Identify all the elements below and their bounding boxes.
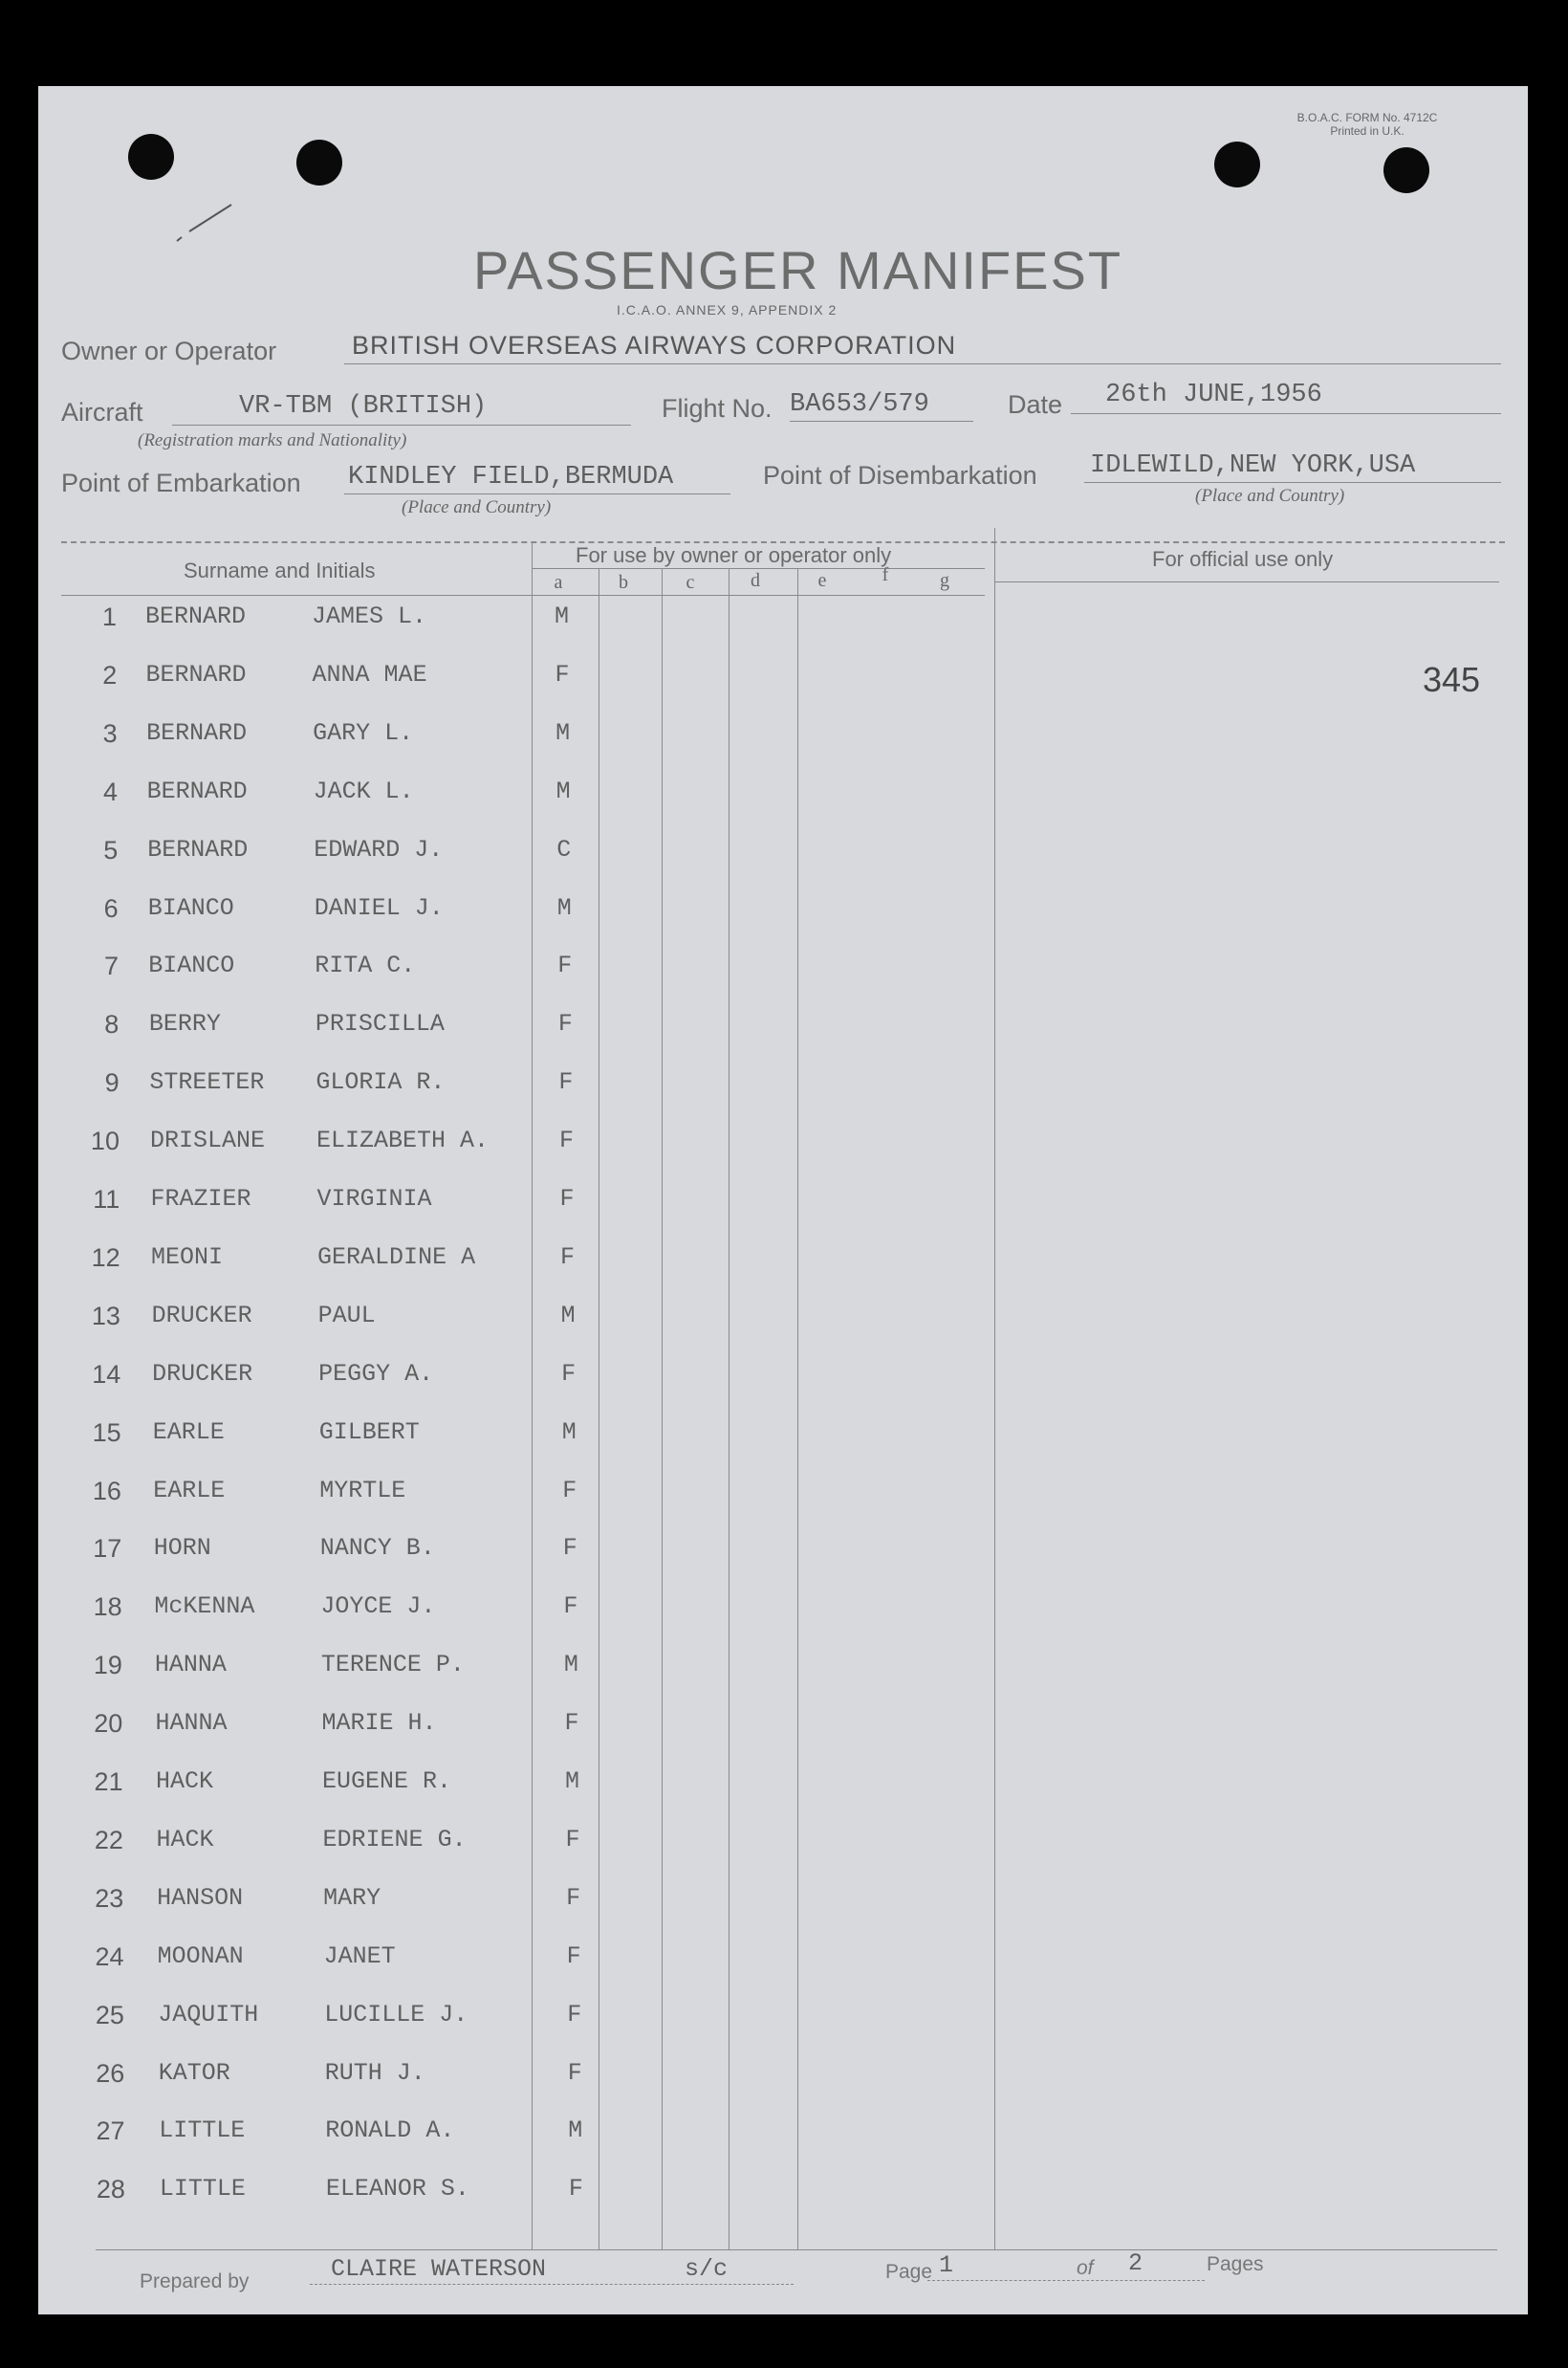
row-number: 25 (95, 2000, 124, 2029)
table-row (38, 2175, 1528, 2232)
passenger-surname: JAQUITH (158, 2000, 259, 2028)
passenger-surname: EARLE (152, 1417, 225, 1446)
row-number: 12 (91, 1242, 120, 1272)
page-label: Page (885, 2261, 933, 2283)
punch-hole-left-1 (128, 134, 174, 180)
table-row (38, 952, 1528, 1009)
passenger-category: M (556, 893, 572, 922)
passenger-surname: HANNA (154, 1651, 227, 1679)
row-number: 20 (94, 1709, 123, 1739)
passenger-surname: MEONI (151, 1242, 224, 1271)
punch-hole-left-2 (296, 140, 342, 186)
row-number: 13 (91, 1301, 120, 1330)
flight-value: BA653/579 (790, 390, 929, 419)
passenger-surname: BERNARD (146, 718, 248, 747)
table-row (38, 1127, 1528, 1184)
passenger-surname: BERRY (148, 1010, 221, 1039)
passenger-given-name: LUCILLE J. (324, 2000, 468, 2028)
passenger-category: F (555, 660, 570, 689)
official-use-header: For official use only (1152, 547, 1334, 571)
passenger-category: M (555, 718, 571, 747)
passenger-given-name: RUTH J. (324, 2058, 425, 2087)
date-label: Date (1008, 390, 1063, 419)
col-g-header: g (940, 570, 949, 591)
passenger-given-name: JANET (323, 1941, 396, 1970)
table-row (38, 2116, 1528, 2174)
table-row (38, 661, 1528, 718)
passenger-given-name: PRISCILLA (315, 1010, 445, 1039)
passenger-surname: HACK (156, 1767, 214, 1795)
embarkation-value: KINDLEY FIELD,BERMUDA (348, 463, 674, 492)
passenger-category: F (568, 2175, 583, 2204)
passenger-category: M (568, 2116, 583, 2145)
passenger-category: F (562, 1534, 577, 1563)
row-number: 27 (96, 2116, 125, 2146)
passenger-surname: McKENNA (154, 1592, 255, 1621)
passenger-given-name: NANCY B. (319, 1534, 435, 1563)
row-number: 22 (94, 1825, 123, 1854)
row-number: 7 (103, 952, 119, 981)
passenger-given-name: MARIE H. (321, 1709, 437, 1738)
passenger-category: C (556, 835, 572, 864)
owner-value: BRITISH OVERSEAS AIRWAYS CORPORATION (352, 331, 957, 360)
form-number-block (1272, 111, 1463, 138)
pen-mark-icon (172, 191, 249, 249)
row-number: 8 (104, 1010, 120, 1040)
col-b-header: b (619, 572, 628, 593)
row-number: 2 (102, 660, 118, 690)
page-number-annotation: 345 (1423, 660, 1481, 699)
row-number: 6 (103, 893, 119, 923)
prepared-by-value: CLAIRE WATERSON (331, 2255, 547, 2283)
aircraft-note: (Registration marks and Nationality) (138, 430, 407, 450)
row-number: 18 (93, 1592, 122, 1622)
passenger-category: M (565, 1767, 580, 1795)
printed-in: Printed in U.K. (1330, 124, 1405, 138)
passenger-surname: HANNA (155, 1709, 228, 1738)
table-row (38, 1651, 1528, 1708)
row-number: 9 (104, 1068, 120, 1098)
row-number: 11 (93, 1185, 120, 1214)
row-number: 21 (94, 1767, 123, 1796)
passenger-category: M (560, 1301, 576, 1329)
owner-label: Owner or Operator (61, 337, 277, 365)
passenger-surname: HORN (153, 1534, 211, 1563)
passenger-given-name: GILBERT (318, 1417, 420, 1446)
passenger-given-name: ELIZABETH A. (316, 1127, 489, 1155)
table-row (38, 1767, 1528, 1825)
col-e-header: e (817, 570, 827, 591)
passenger-category: F (566, 1941, 581, 1970)
row-number: 4 (102, 777, 118, 806)
passenger-category: F (563, 1592, 578, 1621)
col-a-header: a (554, 572, 563, 593)
passenger-given-name: ANNA MAE (312, 660, 427, 689)
passenger-given-name: TERENCE P. (320, 1651, 465, 1679)
table-row (38, 836, 1528, 893)
passenger-category: M (561, 1417, 577, 1446)
page-subtitle: I.C.A.O. ANNEX 9, APPENDIX 2 (617, 302, 838, 318)
of-label: of (1077, 2257, 1094, 2279)
passenger-surname: KATOR (158, 2058, 230, 2087)
passenger-surname: FRAZIER (150, 1185, 251, 1213)
passenger-category: M (555, 603, 570, 630)
disembarkation-note: (Place and Country) (1195, 486, 1345, 506)
date-value: 26th JUNE,1956 (1105, 381, 1322, 409)
surname-header: Surname and Initials (184, 559, 376, 582)
passenger-surname: DRISLANE (149, 1127, 265, 1155)
row-number: 1 (101, 603, 117, 631)
passenger-given-name: PAUL (317, 1301, 376, 1329)
row-number: 16 (92, 1476, 121, 1505)
table-row (38, 2001, 1528, 2058)
table-row (38, 1302, 1528, 1359)
passenger-category: M (563, 1651, 578, 1679)
col-d-header: d (751, 570, 760, 591)
passenger-category: F (565, 1825, 580, 1853)
row-number: 10 (90, 1127, 120, 1156)
passenger-category: F (566, 1883, 581, 1912)
table-row (38, 778, 1528, 835)
passenger-surname: BERNARD (147, 835, 249, 864)
prepared-by-label: Prepared by (140, 2270, 250, 2292)
table-row (38, 1534, 1528, 1591)
aircraft-value: VR-TBM (BRITISH) (239, 392, 488, 421)
col-f-header: f (882, 564, 889, 585)
passenger-category: F (558, 1068, 574, 1097)
row-number: 26 (96, 2058, 125, 2088)
passenger-category: F (567, 2058, 582, 2087)
page-value: 1 (939, 2251, 954, 2279)
passenger-category: F (559, 1185, 575, 1213)
passenger-given-name: EDWARD J. (314, 835, 444, 864)
passenger-given-name: EUGENE R. (322, 1767, 452, 1795)
passenger-category: F (560, 1242, 576, 1271)
passenger-surname: MOONAN (157, 1941, 244, 1970)
passenger-category: F (564, 1709, 579, 1738)
page-title: PASSENGER MANIFEST (473, 240, 1123, 300)
table-row (38, 719, 1528, 777)
of-value: 2 (1128, 2249, 1143, 2277)
passenger-given-name: GARY L. (313, 718, 414, 747)
embarkation-label: Point of Embarkation (61, 469, 301, 497)
punch-hole-right-2 (1383, 147, 1429, 193)
passenger-given-name: RITA C. (315, 952, 416, 980)
table-row (38, 603, 1528, 660)
row-number: 17 (93, 1534, 122, 1564)
passenger-given-name: MARY (323, 1883, 381, 1912)
passenger-given-name: PEGGY A. (318, 1359, 434, 1388)
passenger-given-name: JOYCE J. (320, 1592, 436, 1621)
table-row (38, 1884, 1528, 1941)
passenger-given-name: VIRGINIA (316, 1185, 432, 1213)
prepared-by-suffix: s/c (685, 2255, 729, 2283)
table-row (38, 1477, 1528, 1534)
pages-label: Pages (1207, 2253, 1264, 2275)
table-row (38, 1942, 1528, 2000)
passenger-surname: BIANCO (148, 952, 235, 980)
row-number: 23 (95, 1883, 124, 1913)
embarkation-note: (Place and Country) (402, 497, 552, 517)
passenger-category: F (558, 1127, 574, 1155)
form-number: B.O.A.C. FORM No. 4712C (1296, 111, 1438, 124)
row-number: 19 (93, 1651, 122, 1680)
table-row (38, 1185, 1528, 1242)
passenger-category: F (561, 1359, 577, 1388)
row-number: 3 (102, 718, 118, 748)
disembarkation-label: Point of Disembarkation (763, 461, 1037, 490)
owner-use-header: For use by owner or operator only (576, 543, 892, 567)
passenger-given-name: EDRIENE G. (322, 1825, 467, 1853)
passenger-category: F (562, 1476, 577, 1504)
passenger-surname: HACK (156, 1825, 214, 1853)
passenger-given-name: MYRTLE (319, 1476, 406, 1504)
passenger-given-name: GLORIA R. (316, 1068, 446, 1097)
table-row (38, 1010, 1528, 1067)
passenger-given-name: RONALD A. (325, 2116, 455, 2145)
passenger-surname: DRUCKER (151, 1301, 252, 1329)
flight-label: Flight No. (662, 394, 773, 423)
passenger-surname: BERNARD (146, 777, 248, 805)
punch-hole-right-1 (1214, 142, 1260, 187)
table-row (38, 1360, 1528, 1417)
table-row (38, 1709, 1528, 1766)
table-row (38, 1243, 1528, 1301)
passenger-given-name: GERALDINE A (317, 1242, 476, 1271)
passenger-category: F (557, 1010, 573, 1039)
table-row (38, 1418, 1528, 1476)
table-row (38, 1068, 1528, 1126)
table-row (38, 2059, 1528, 2116)
passenger-surname: DRUCKER (152, 1359, 253, 1388)
row-number: 14 (92, 1359, 121, 1389)
passenger-surname: LITTLE (159, 2116, 246, 2145)
passenger-surname: BERNARD (145, 660, 247, 689)
passenger-given-name: DANIEL J. (314, 893, 444, 922)
passenger-surname: BERNARD (145, 603, 247, 630)
table-row (38, 1826, 1528, 1883)
row-number: 5 (103, 835, 119, 865)
passenger-surname: LITTLE (159, 2175, 246, 2204)
aircraft-label: Aircraft (61, 398, 143, 427)
disembarkation-value: IDLEWILD,NEW YORK,USA (1090, 451, 1416, 480)
passenger-surname: BIANCO (147, 893, 234, 922)
passenger-category: M (555, 777, 571, 805)
passenger-given-name: ELEANOR S. (325, 2175, 469, 2204)
passenger-category: F (557, 952, 573, 980)
passenger-given-name: JAMES L. (312, 603, 427, 630)
passenger-category: F (567, 2000, 582, 2028)
passenger-surname: STREETER (149, 1068, 265, 1097)
row-number: 15 (92, 1417, 121, 1447)
table-row (38, 1592, 1528, 1650)
passenger-given-name: JACK L. (313, 777, 414, 805)
row-number: 28 (96, 2175, 125, 2204)
row-number: 24 (95, 1941, 124, 1971)
passenger-surname: HANSON (157, 1883, 244, 1912)
table-row (38, 894, 1528, 952)
col-c-header: c (686, 572, 695, 593)
manifest-sheet (38, 86, 1528, 2314)
passenger-surname: EARLE (153, 1476, 226, 1504)
